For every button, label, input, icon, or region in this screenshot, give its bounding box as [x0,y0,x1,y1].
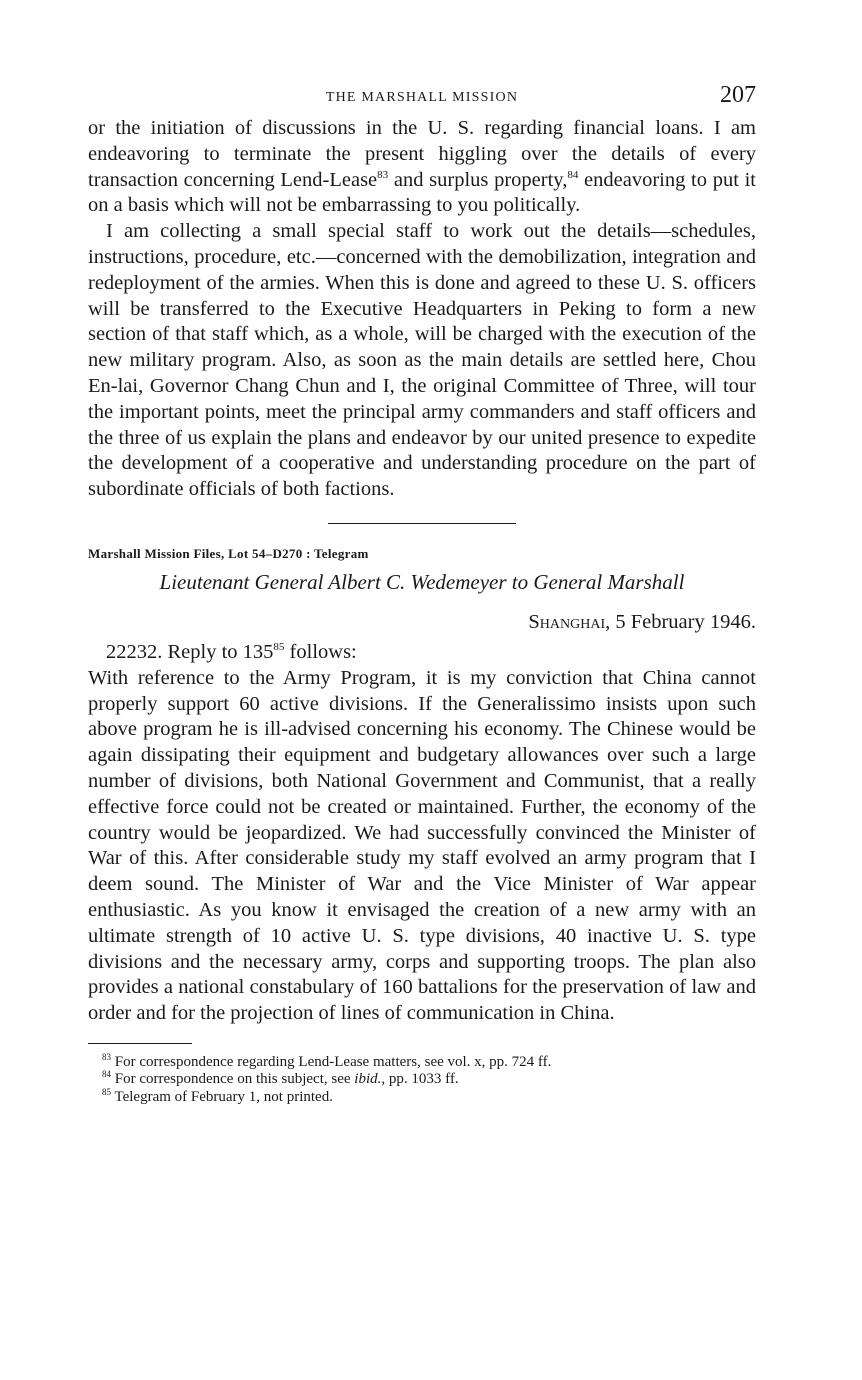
paragraph-reply [88,640,756,666]
footnote-text: Telegram of February 1, not printed. [114,1088,333,1105]
running-head [88,82,756,116]
footnote-number: 83 [102,1051,111,1062]
document-title: Lieutenant General Albert C. Wedemeyer to General Marshall [159,569,685,594]
dateline-place: Shanghai [528,610,606,633]
paragraph-staff: I am collecting a small special staff to work out the details—schedules, instructions, procedure, etc.—concerned with the demobilization, integration and redeployment of the armies. When this is done and agreed to these U. S. officers will be transferred to the Executive Headquarters in Peking to form a new section of that staff which, as a whole, will be charged with the execution of the new military program. Also, as soon as the main details are settled here, Chou En-lai, Governor Chang Chun and I, the original Committee of Three, will tour the important points, meet the principal army commanders and staff officers and the three of us explain the plans and endeavor by our united presence to expedite the development of a cooperative and understanding procedure on the part of subordinate officials of both factions. [88,220,756,501]
footnote-divider [88,1043,192,1044]
section-divider [328,523,516,524]
paragraph-text: 22232. Reply to 135 [106,640,274,663]
page [88,82,756,1106]
footnote-number: 85 [102,1086,111,1097]
paragraph-text: follows: [284,640,357,663]
footnote-85 [88,1086,756,1107]
dateline [88,611,756,634]
footnote-83 [88,1051,756,1072]
footnote-ref-83[interactable]: 83 [377,168,389,181]
page-number: 207 [720,82,756,108]
footnote-84 [88,1071,756,1089]
paragraph-text: and surplus property, [388,168,568,191]
source-citation: Marshall Mission Files, Lot 54–D270 : Telegram [88,545,369,561]
footnote-text: , pp. 1033 ff. [381,1071,459,1088]
footnote-ref-84[interactable]: 84 [567,168,579,181]
paragraph-text: endeavoring to put it on a basis which will not be embarrassing to you politically. [88,168,756,217]
footnote-ref-85[interactable]: 85 [273,641,285,654]
running-title: THE MARSHALL MISSION [325,90,519,105]
footnote-text: For correspondence on this subject, see [114,1071,355,1088]
footnote-ibid: ibid. [354,1071,382,1088]
paragraph-army-program: With reference to the Army Program, it is my conviction that China cannot properly support 60 active divisions. If the Generalissimo insists upon such above program he is ill-advised concerning his economy. The Chinese would be again dissipating their equipment and budgetary allowances over such a large number of divisions, both National Government and Communist, that a really effective force could not be created or maintained. Further, the economy of the country would be jeopardized. We had successfully convinced the Minister of War of this. After considerable study my staff evolved an army program that I deem sound. The Minister of War and the Vice Minister of War appear enthusiastic. As you know it envisaged the creation of a new army with an ultimate strength of 10 active U. S. type divisions, 40 inactive U. S. type divisions and the necessary army, corps and supporting troops. The plan also provides a national constabulary of 160 battalions for the preservation of law and order and for the projection of lines of communication in China. [88,666,756,1025]
footnote-text: For correspondence regarding Lend-Lease matters, see vol. x, pp. 724 ff. [114,1053,552,1070]
paragraph-continuation [88,116,756,219]
dateline-date: , 5 February 1946. [605,610,756,633]
paragraph-text: or the initiation of discussions in the U. S. regarding financial loans. I am endeavoring to terminate the present higgling over the details of every transaction concerning Lend-Lease [88,117,756,191]
footnote-number: 84 [102,1069,111,1080]
